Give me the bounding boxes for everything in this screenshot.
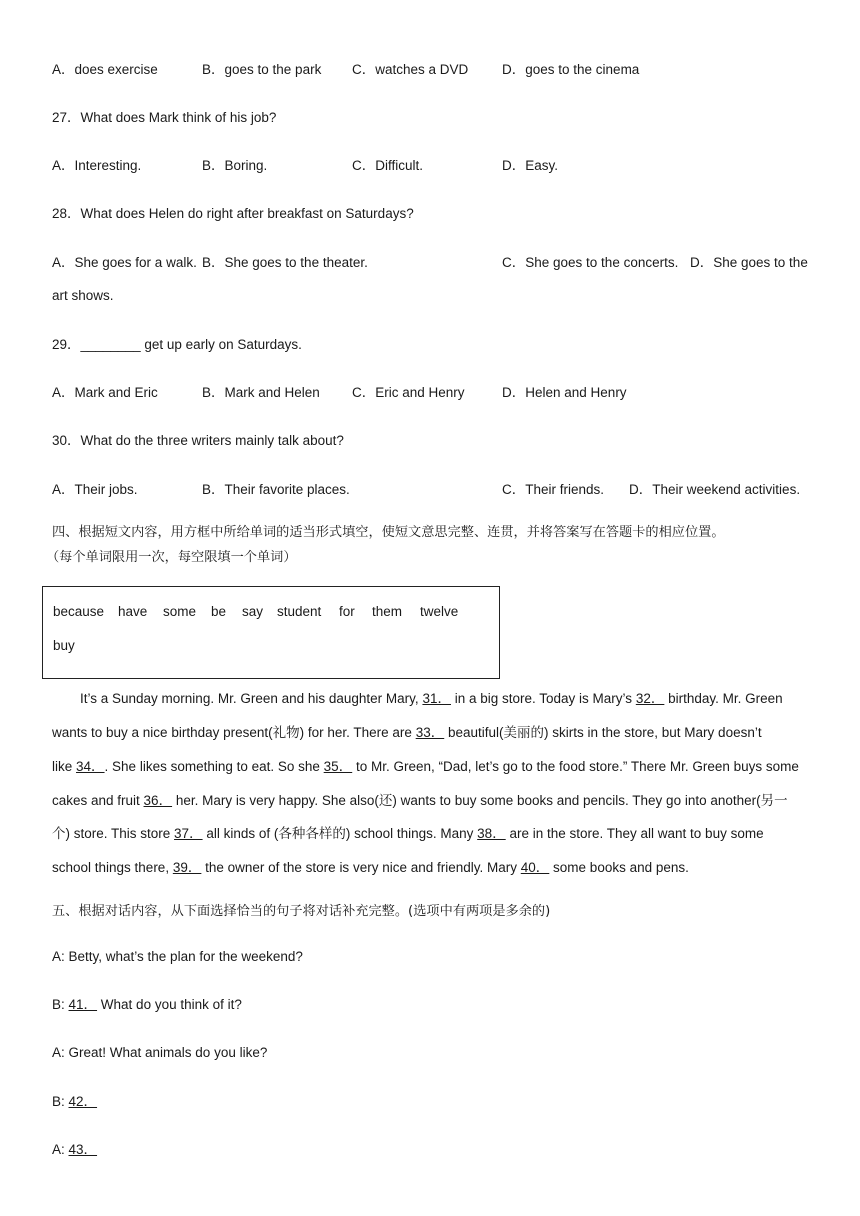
q28-option-c: C．She goes to the concerts. xyxy=(502,255,679,270)
section4-title-note: （每个单词限用一次，每空限填一个单词） xyxy=(46,550,297,565)
q29-stem: 29．________ get up early on Saturdays. xyxy=(52,337,302,352)
q26-option-d: D．goes to the cinema xyxy=(502,62,640,77)
word-bank-item: student xyxy=(277,604,322,619)
q27-option-d: D．Easy. xyxy=(502,158,559,173)
dialogue-line-3: A: Great! What animals do you like? xyxy=(52,1045,268,1060)
dialogue-line-5: A: 43． xyxy=(52,1142,98,1157)
q28-option-d: D．She goes to the xyxy=(690,255,808,270)
blank-34[interactable]: 34． xyxy=(76,759,105,774)
q26-option-c: C．watches a DVD xyxy=(352,62,469,77)
q27-option-b: B．Boring. xyxy=(202,158,268,173)
blank-31[interactable]: 31． xyxy=(422,691,451,706)
dialogue-line-4: B: 42． xyxy=(52,1094,98,1109)
blank-39[interactable]: 39． xyxy=(172,860,202,875)
blank-35[interactable]: 35． xyxy=(323,759,353,774)
q29-option-c: C．Eric and Henry xyxy=(352,385,465,400)
section4-title: 四、根据短文内容，用方框中所给单词的适当形式填空，使短文意思完整、连贯，并将答案写在答题卡的相应位置。 xyxy=(52,525,725,540)
blank-42[interactable]: 42． xyxy=(68,1094,98,1109)
word-bank-item: buy xyxy=(53,638,75,653)
blank-33[interactable]: 33． xyxy=(415,725,445,740)
q27-stem: 27．What does Mark think of his job? xyxy=(52,110,277,125)
q29-option-d: D．Helen and Henry xyxy=(502,385,627,400)
section5-title: 五、根据对话内容，从下面选择恰当的句子将对话补充完整。(选项中有两项是多余的) xyxy=(52,904,551,919)
blank-36[interactable]: 36． xyxy=(143,793,173,808)
q26-option-b: B．goes to the park xyxy=(202,62,322,77)
q30-option-d: D．Their weekend activities. xyxy=(629,482,801,497)
word-bank-item: some xyxy=(163,604,197,619)
passage-line-2: wants to buy a nice birthday present(礼物) for her. There are 33． beautiful(美丽的) skirts in the store, but Mary doesn’t xyxy=(52,725,762,740)
passage-line-1: It’s a Sunday morning. Mr. Green and his daughter Mary, 31． in a big store. Today is Mary’s 32． birthday. Mr. Green xyxy=(80,691,783,706)
word-bank-item: for xyxy=(339,604,355,619)
q28-option-a: A．She goes for a walk. xyxy=(52,255,197,270)
dialogue-line-1: A: Betty, what’s the plan for the weekend? xyxy=(52,949,303,964)
blank-32[interactable]: 32． xyxy=(635,691,665,706)
passage-line-5: 个) store. This store 37． all kinds of (各种各样的) school things. Many 38． are in the store. They all want to buy some xyxy=(52,826,764,841)
word-bank-item: have xyxy=(118,604,148,619)
blank-37[interactable]: 37． xyxy=(174,826,203,841)
word-bank-item: because xyxy=(53,604,105,619)
word-bank-item: them xyxy=(372,604,403,619)
q30-option-b: B．Their favorite places. xyxy=(202,482,350,497)
dialogue-line-2: B: 41． What do you think of it? xyxy=(52,997,242,1012)
passage-line-3: like 34．. She likes something to eat. So she 35． to Mr. Green, “Dad, let’s go to the food store.” There Mr. Green buys some xyxy=(52,759,799,774)
blank-43[interactable]: 43． xyxy=(68,1142,98,1157)
blank-40[interactable]: 40． xyxy=(520,860,550,875)
q30-stem: 30．What do the three writers mainly talk about? xyxy=(52,433,344,448)
q28-option-b: B．She goes to the theater. xyxy=(202,255,368,270)
word-bank xyxy=(42,586,500,679)
q28-option-d-wrap: art shows. xyxy=(52,288,114,303)
blank-41[interactable]: 41． xyxy=(68,997,98,1012)
q30-option-c: C．Their friends. xyxy=(502,482,605,497)
passage-line-4: cakes and fruit 36． her. Mary is very happy. She also(还) wants to buy some books and pencils. They go into another(另一 xyxy=(52,793,788,808)
q30-option-a: A．Their jobs. xyxy=(52,482,138,497)
q28-stem: 28．What does Helen do right after breakfast on Saturdays? xyxy=(52,206,414,221)
q27-option-c: C．Difficult. xyxy=(352,158,424,173)
word-bank-item: twelve xyxy=(420,604,459,619)
passage-line-6: school things there, 39． the owner of the store is very nice and friendly. Mary 40． some books and pens. xyxy=(52,860,689,875)
word-bank-item: say xyxy=(242,604,264,619)
blank-38[interactable]: 38． xyxy=(477,826,506,841)
q27-option-a: A．Interesting. xyxy=(52,158,142,173)
word-bank-item: be xyxy=(211,604,227,619)
q29-option-a: A．Mark and Eric xyxy=(52,385,158,400)
q29-option-b: B．Mark and Helen xyxy=(202,385,320,400)
q26-option-a: A．does exercise xyxy=(52,62,158,77)
